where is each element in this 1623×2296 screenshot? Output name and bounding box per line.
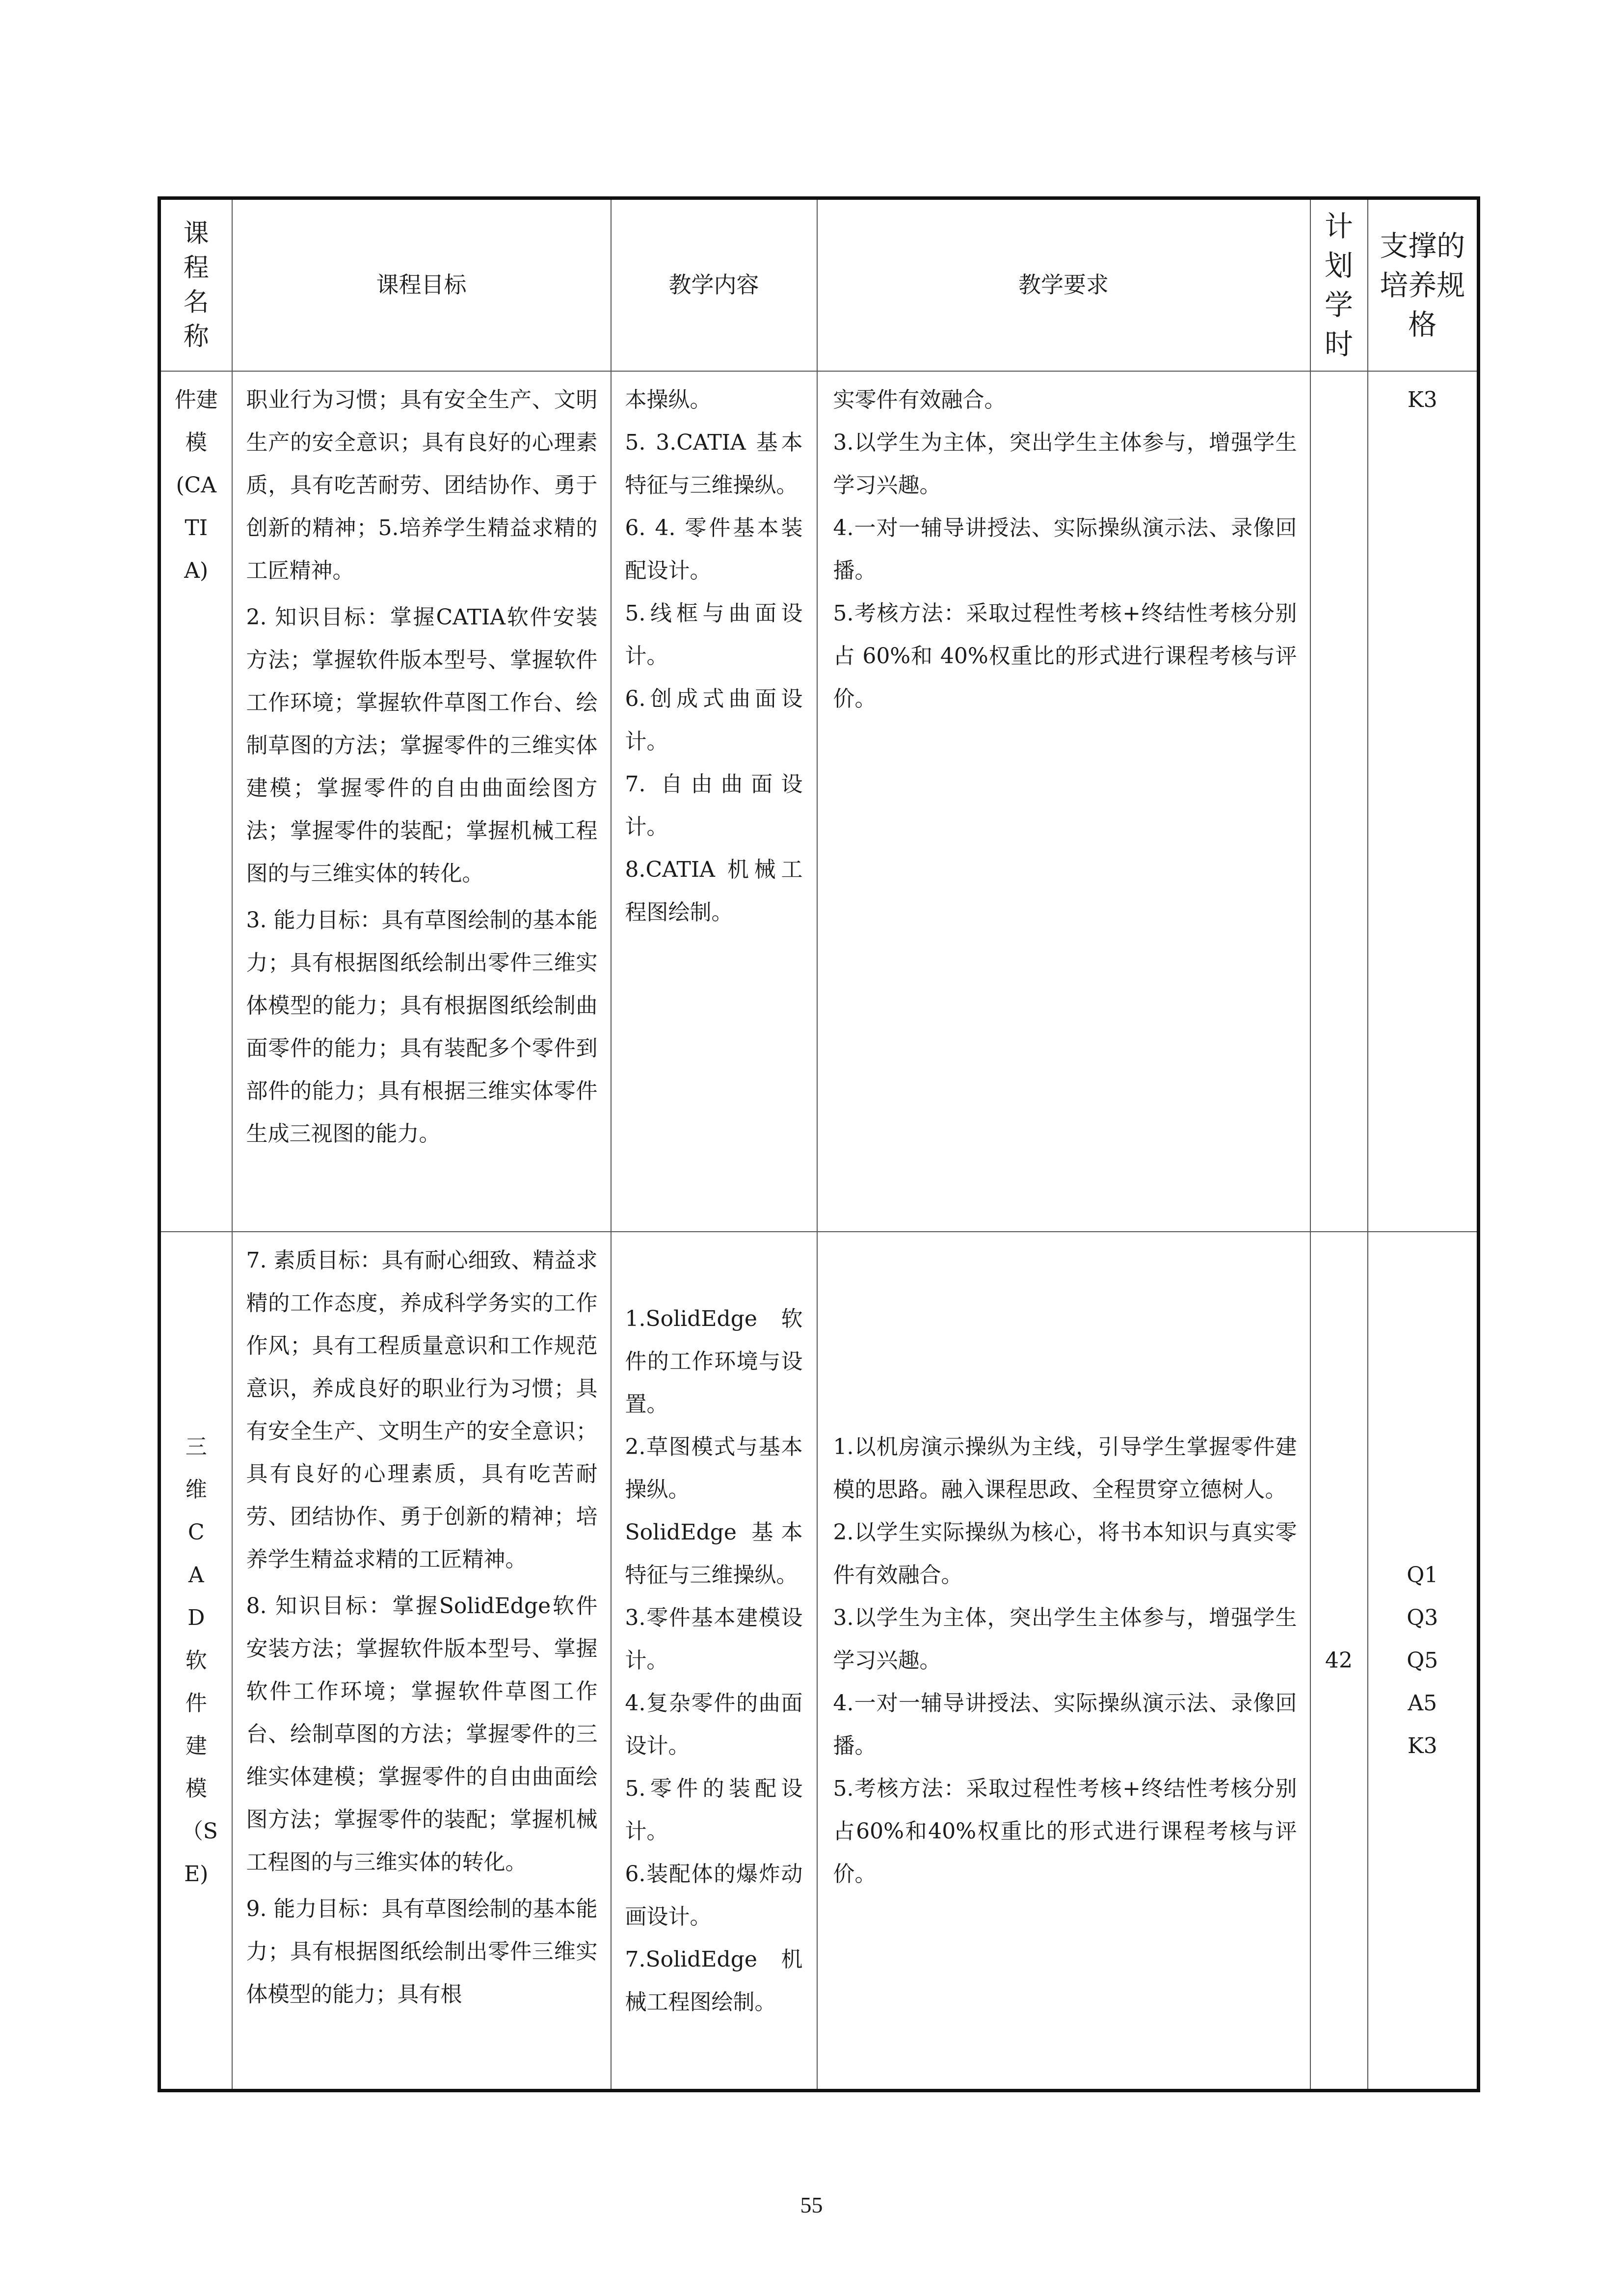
spec-code: Q3 [1407, 1605, 1438, 1630]
content-item: 3.零件基本建模设计。 [625, 1605, 803, 1673]
requirement-item: 4.一对一辅导讲授法、实际操纵演示法、录像回播。 [833, 515, 1297, 583]
header-course-name: 课程名称 [160, 198, 232, 371]
content-item: 1.SolidEdge 软件的工作环境与设置。 [625, 1306, 803, 1417]
goal-paragraph: 3. 能力目标：具有草图绘制的基本能力；具有根据图纸绘制出零件三维实体模型的能力；具有根据图纸绘制曲面零件的能力；具有装配多个零件到部件的能力；具有根据三维实体零件生成三视图的能力。 [246, 907, 598, 1146]
content-item: 5.零件的装配设计。 [625, 1776, 803, 1844]
content-item: 6. 4. 零件基本装配设计。 [625, 515, 803, 583]
planned-hours-cell: 42 [1310, 1232, 1368, 2091]
goal-paragraph: 7. 素质目标：具有耐心细致、精益求精的工作态度，养成科学务实的工作作风；具有工程质量意识和工作规范意识，养成良好的职业行为习惯；具有安全生产、文明生产的安全意识；具有良好的心理素质，具有吃苦耐劳、团结协作、勇于创新的精神；培养学生精益求精的工匠精神。 [246, 1247, 598, 1572]
course-goal-cell [232, 1232, 611, 2091]
content-item: 4.复杂零件的曲面设计。 [625, 1690, 803, 1758]
teaching-requirements-cell [817, 1232, 1310, 2091]
header-course-goal: 课程目标 [232, 198, 611, 371]
content-item: SolidEdge 基本特征与三维操纵。 [625, 1519, 803, 1588]
spec-code: A5 [1408, 1690, 1437, 1716]
teaching-content-cell [611, 371, 817, 1232]
content-item: 7. 自由曲面设计。 [625, 771, 803, 839]
goal-paragraph: 职业行为习惯；具有安全生产、文明生产的安全意识；具有良好的心理素质，具有吃苦耐劳、团结协作、勇于创新的精神；5.培养学生精益求精的工匠精神。 [246, 387, 598, 583]
course-goal-cell [232, 371, 611, 1232]
content-item: 本操纵。 [625, 387, 712, 412]
header-row [160, 198, 1479, 371]
course-table [158, 196, 1480, 2092]
requirement-item: 5.考核方法：采取过程性考核+终结性考核分别占 60%和 40%权重比的形式进行课程考核与评价。 [833, 600, 1297, 711]
course-name-cell: 件建模(CATIA) [160, 371, 232, 1232]
table-row [160, 1232, 1479, 2091]
supported-spec-cell [1368, 1232, 1479, 2091]
planned-hours-cell [1310, 371, 1368, 1232]
goal-paragraph: 9. 能力目标：具有草图绘制的基本能力；具有根据图纸绘制出零件三维实体模型的能力；具有根 [246, 1896, 598, 2007]
content-item: 6.装配体的爆炸动画设计。 [625, 1861, 803, 1929]
requirement-item: 5.考核方法：采取过程性考核+终结性考核分别占60%和40%权重比的形式进行课程考核与评价。 [833, 1776, 1297, 1887]
content-item: 7.SolidEdge 机械工程图绘制。 [625, 1946, 803, 2015]
content-item: 5. 3.CATIA 基本特征与三维操纵。 [625, 430, 803, 498]
header-teaching-content: 教学内容 [611, 198, 817, 371]
spec-code: Q5 [1407, 1648, 1438, 1673]
requirement-item: 实零件有效融合。 [833, 387, 1006, 412]
goal-paragraph: 2. 知识目标：掌握CATIA软件安装方法；掌握软件版本型号、掌握软件工作环境；掌握软件草图工作台、绘制草图的方法；掌握零件的三维实体建模；掌握零件的自由曲面绘图方法；掌握零件的装配；掌握机械工程图的与三维实体的转化。 [246, 604, 598, 886]
course-name-cell: 三维CAD软件建模（SE) [160, 1232, 232, 2091]
supported-spec-cell [1368, 371, 1479, 1232]
content-item: 5.线框与曲面设计。 [625, 600, 803, 669]
requirement-item: 2.以学生实际操纵为核心，将书本知识与真实零件有效融合。 [833, 1519, 1297, 1588]
requirement-item: 4.一对一辅导讲授法、实际操纵演示法、录像回播。 [833, 1690, 1297, 1758]
table-row [160, 371, 1479, 1232]
page-number: 55 [800, 2192, 823, 2217]
spec-code: K3 [1407, 387, 1437, 412]
teaching-content-cell [611, 1232, 817, 2091]
header-supported-spec: 支撑的培养规格 [1368, 198, 1479, 371]
header-planned-hours: 计划学时 [1310, 198, 1368, 371]
content-item: 6.创成式曲面设计。 [625, 686, 803, 754]
spec-code: Q1 [1407, 1562, 1438, 1588]
content-item: 2.草图模式与基本操纵。 [625, 1434, 803, 1502]
goal-paragraph: 8. 知识目标：掌握SolidEdge软件安装方法；掌握软件版本型号、掌握软件工作环境；掌握软件草图工作台、绘制草图的方法；掌握零件的三维实体建模；掌握零件的自由曲面绘图方法；掌握零件的装配；掌握机械工程图的与三维实体的转化。 [246, 1593, 598, 1875]
requirement-item: 3.以学生为主体，突出学生主体参与，增强学生学习兴趣。 [833, 1605, 1297, 1673]
content-item: 8.CATIA 机械工程图绘制。 [625, 857, 803, 925]
requirement-item: 1.以机房演示操纵为主线，引导学生掌握零件建模的思路。融入课程思政、全程贯穿立德树人。 [833, 1434, 1297, 1502]
requirement-item: 3.以学生为主体，突出学生主体参与，增强学生学习兴趣。 [833, 430, 1297, 498]
spec-code: K3 [1407, 1733, 1437, 1758]
teaching-requirements-cell [817, 371, 1310, 1232]
header-teaching-requirements: 教学要求 [817, 198, 1310, 371]
